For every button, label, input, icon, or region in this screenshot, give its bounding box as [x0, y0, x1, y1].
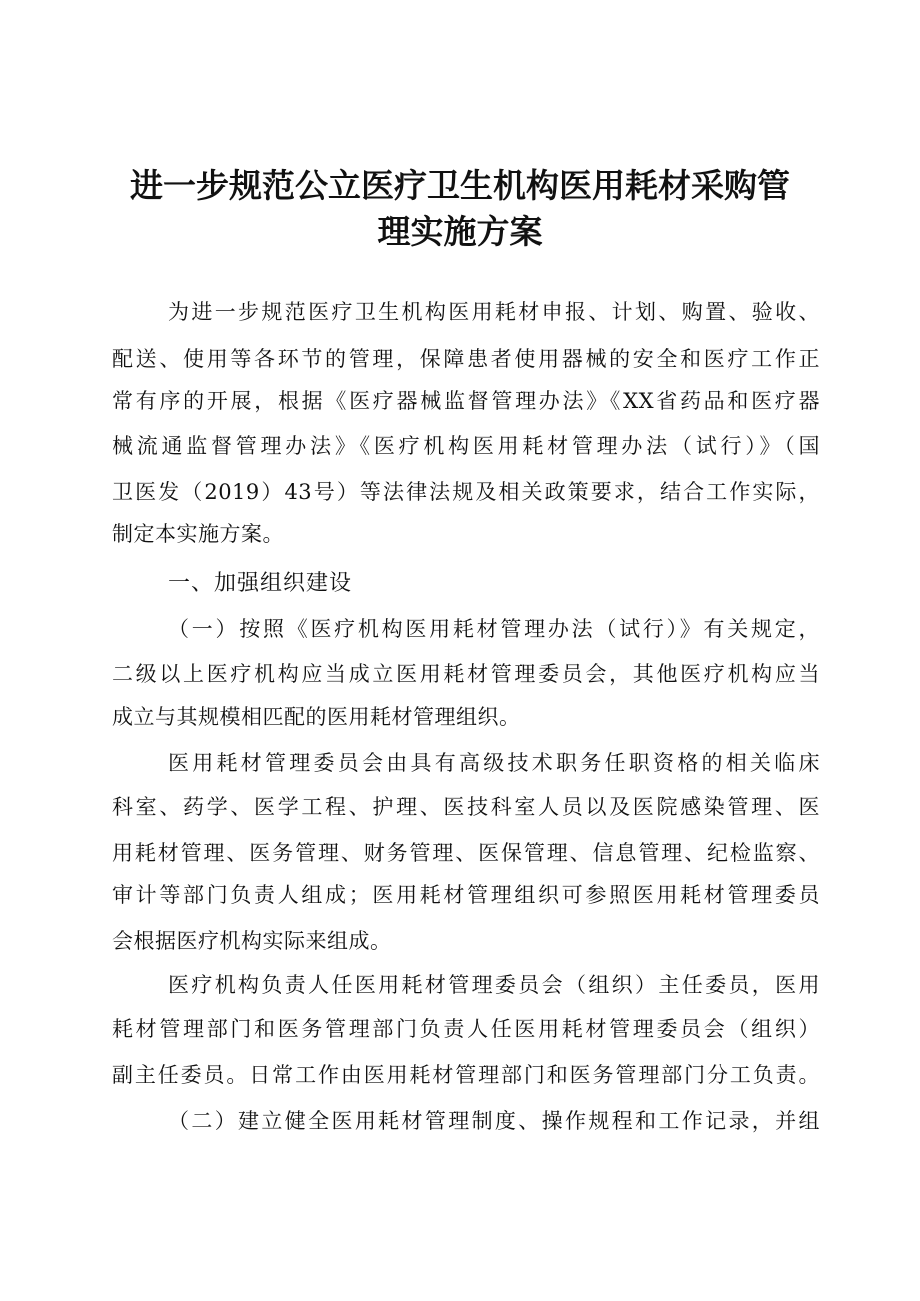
para1-line-2: 二级以上医疗机构应当成立医用耗材管理委员会，其他医疗机构应当 [112, 662, 820, 686]
para1-line-3: 成立与其规模相匹配的医用耗材管理组织。 [112, 705, 521, 729]
intro-line-6: 制定本实施方案。 [112, 522, 284, 546]
intro-line-2: 配送、使用等各环节的管理，保障患者使用器械的安全和医疗工作正 [112, 347, 820, 371]
intro-line-3: 常有序的开展，根据《医疗器械监督管理办法》《XX省药品和医疗器 [112, 389, 820, 413]
para3-line-2: 耗材管理部门和医务管理部门负责人任医用耗材管理委员会（组织） [112, 1017, 820, 1041]
para4-line-1: （二）建立健全医用耗材管理制度、操作规程和工作记录，并组 [168, 1109, 820, 1133]
para2-line-2: 科室、药学、医学工程、护理、医技科室人员以及医院感染管理、医 [112, 795, 820, 819]
document-title-line-2: 理实施方案 [377, 212, 543, 251]
para3-line-1: 医疗机构负责人任医用耗材管理委员会（组织）主任委员，医用 [168, 973, 820, 997]
para2-line-3: 用耗材管理、医务管理、财务管理、医保管理、信息管理、纪检监察、 [112, 841, 820, 865]
para2-line-4: 审计等部门负责人组成；医用耗材管理组织可参照医用耗材管理委员 [112, 883, 820, 907]
para2-line-1: 医用耗材管理委员会由具有高级技术职务任职资格的相关临床 [168, 751, 820, 775]
para1-line-1: （一）按照《医疗机构医用耗材管理办法（试行）》有关规定， [168, 617, 820, 641]
document-title-line-1: 进一步规范公立医疗卫生机构医用耗材采购管 [130, 166, 790, 205]
intro-line-4: 械流通监督管理办法》《医疗机构医用耗材管理办法（试行）》（国 [112, 434, 820, 458]
para2-line-5: 会根据医疗机构实际来组成。 [112, 929, 392, 953]
para3-line-3: 副主任委员。日常工作由医用耗材管理部门和医务管理部门分工负责。 [112, 1063, 820, 1087]
intro-line-5: 卫医发（2019）43号）等法律法规及相关政策要求，结合工作实际， [112, 480, 820, 504]
section-1-heading: 一、加强组织建设 [168, 571, 353, 596]
intro-line-1: 为进一步规范医疗卫生机构医用耗材申报、计划、购置、验收、 [168, 300, 820, 324]
